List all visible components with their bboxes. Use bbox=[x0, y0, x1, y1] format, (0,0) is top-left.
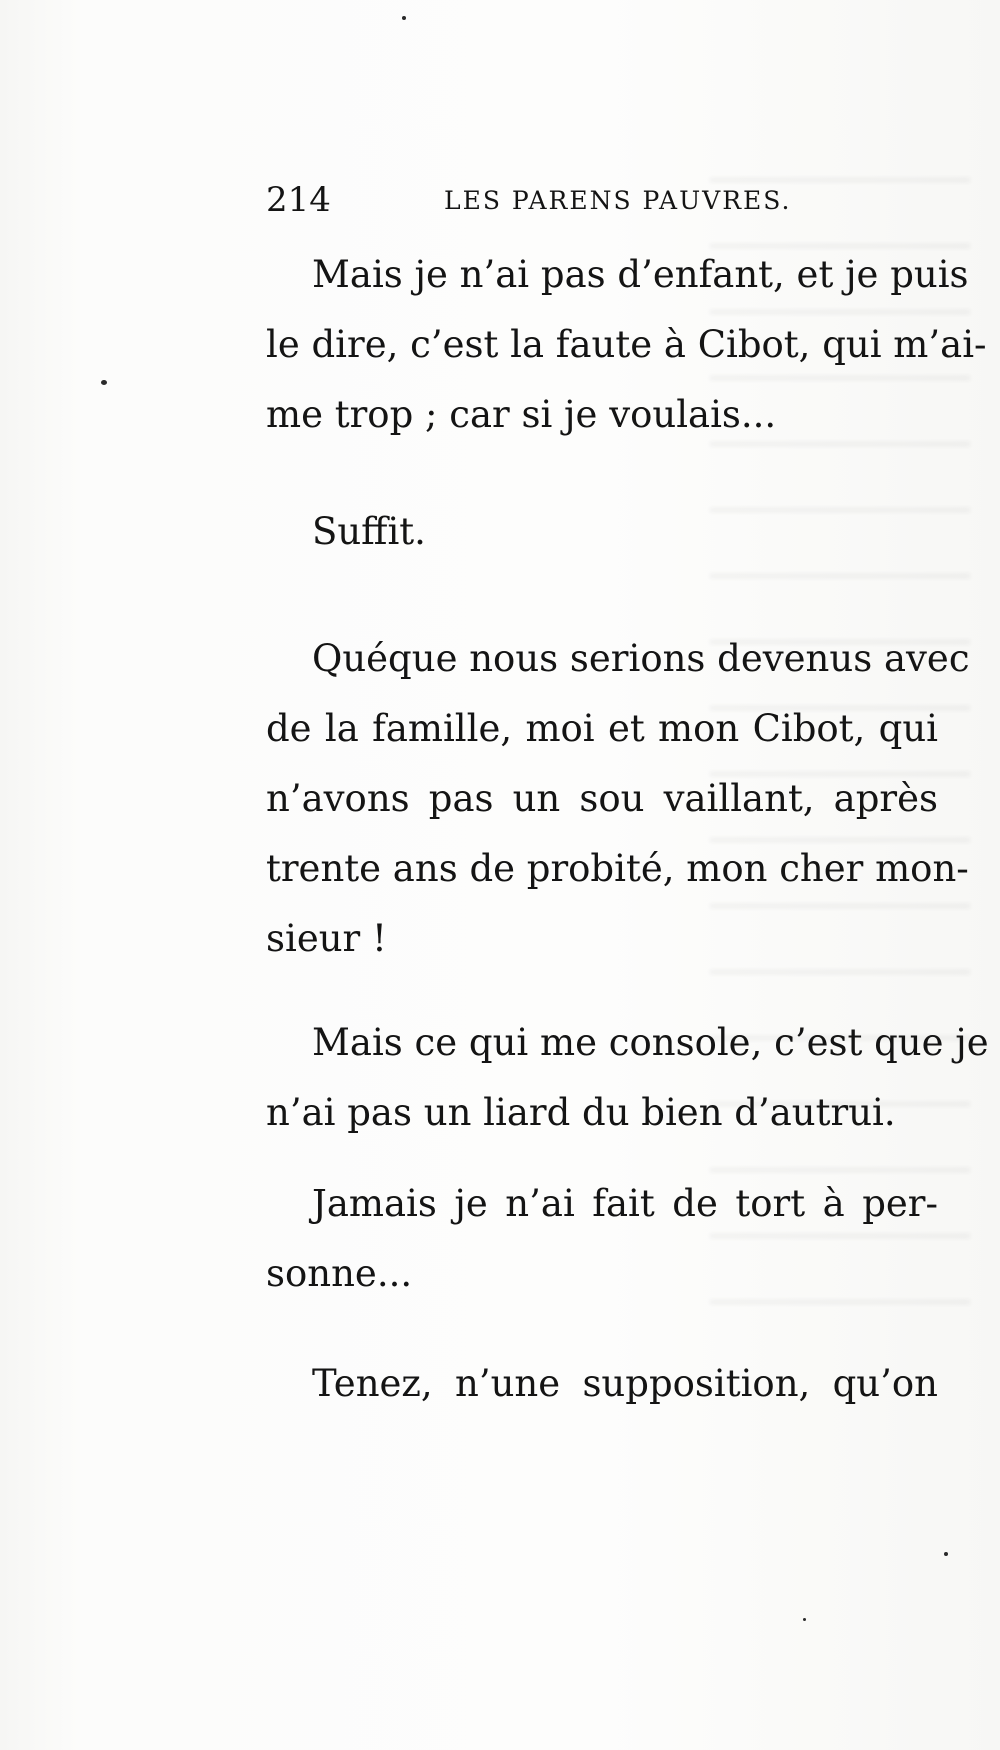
text-line: le dire, c’est la faute à Cibot, qui m’ai- bbox=[266, 323, 987, 366]
text-line: sieur ! bbox=[266, 917, 387, 960]
text-line: n’ai pas un liard du bien d’autrui. bbox=[266, 1091, 896, 1134]
paragraph-5 bbox=[266, 1169, 938, 1309]
text-line: de la famille, moi et mon Cibot, qui bbox=[266, 707, 938, 750]
paragraph-4 bbox=[266, 1008, 989, 1148]
page-number: 214 bbox=[266, 180, 331, 220]
body-text bbox=[266, 240, 989, 1419]
ink-speck bbox=[803, 1618, 806, 1621]
text-line: Jamais je n’ai fait de tort à per- bbox=[312, 1182, 938, 1225]
paragraph-1 bbox=[266, 240, 987, 450]
text-line: trente ans de probité, mon cher mon- bbox=[266, 847, 969, 890]
running-title: LES PARENS PAUVRES. bbox=[444, 186, 792, 215]
paragraph-6 bbox=[266, 1349, 938, 1419]
ink-speck bbox=[944, 1552, 948, 1556]
text-line: Tenez, n’une supposition, qu’on bbox=[312, 1362, 938, 1405]
ink-speck bbox=[402, 16, 406, 20]
text-line: me trop ; car si je voulais... bbox=[266, 393, 777, 436]
text-line: sonne... bbox=[266, 1252, 413, 1295]
text-line: Quéque nous serions devenus avec bbox=[312, 637, 970, 680]
paragraph-3 bbox=[266, 624, 970, 974]
text-line: Suffit. bbox=[312, 510, 426, 553]
page-header bbox=[266, 180, 938, 220]
ink-speck bbox=[101, 380, 107, 385]
text-line: Mais ce qui me console, c’est que je bbox=[312, 1021, 989, 1064]
text-line: Mais je n’ai pas d’enfant, et je puis bbox=[312, 253, 969, 296]
paragraph-2 bbox=[266, 497, 938, 567]
text-line: n’avons pas un sou vaillant, après bbox=[266, 777, 938, 820]
